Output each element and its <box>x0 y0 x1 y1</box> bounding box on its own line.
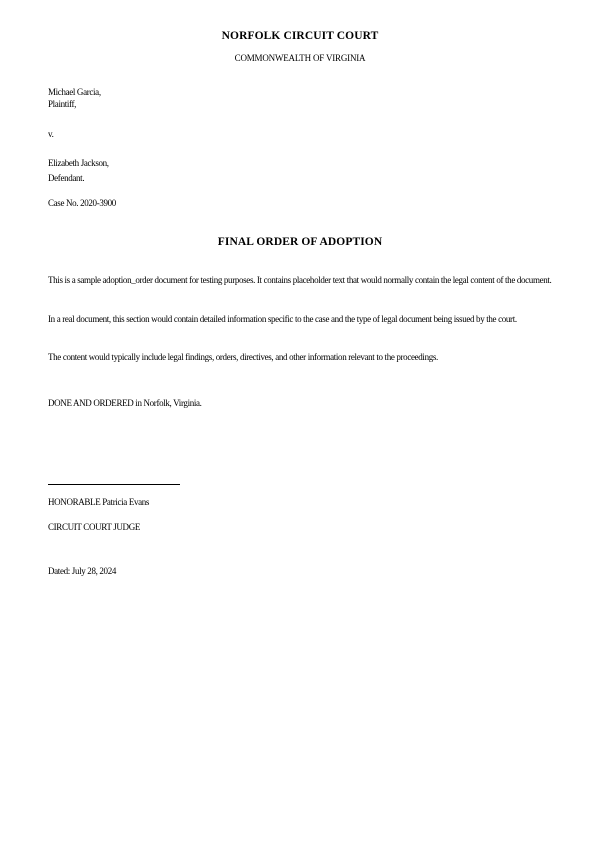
defendant-name: Elizabeth Jackson, <box>48 158 109 168</box>
court-name: NORFOLK CIRCUIT COURT <box>221 30 379 42</box>
versus-label: v. <box>48 129 54 139</box>
judge-title: CIRCUIT COURT JUDGE <box>48 522 140 532</box>
case-number: Case No. 2020-3900 <box>48 198 116 208</box>
jurisdiction: COMMONWEALTH OF VIRGINIA <box>234 53 366 63</box>
order-title: FINAL ORDER OF ADOPTION <box>217 236 383 248</box>
defendant-role: Defendant. <box>48 173 85 183</box>
plaintiff-name: Michael Garcia, <box>48 87 101 97</box>
done-and-ordered: DONE AND ORDERED in Norfolk, Virginia. <box>48 398 202 408</box>
body-paragraph-2: In a real document, this section would contain detailed information specific to the case and the type of legal document being issued by the court. <box>48 314 517 324</box>
body-paragraph-1: This is a sample adoption_order document for testing purposes. It contains placeholder text that would normally contain the legal content of the document. <box>48 275 552 285</box>
plaintiff-role: Plaintiff, <box>48 99 77 109</box>
dated-line: Dated: July 28, 2024 <box>48 566 116 576</box>
judge-name: HONORABLE Patricia Evans <box>48 497 150 507</box>
signature-line <box>48 484 180 485</box>
body-paragraph-3: The content would typically include legal findings, orders, directives, and other information relevant to the proceedings. <box>48 352 438 362</box>
